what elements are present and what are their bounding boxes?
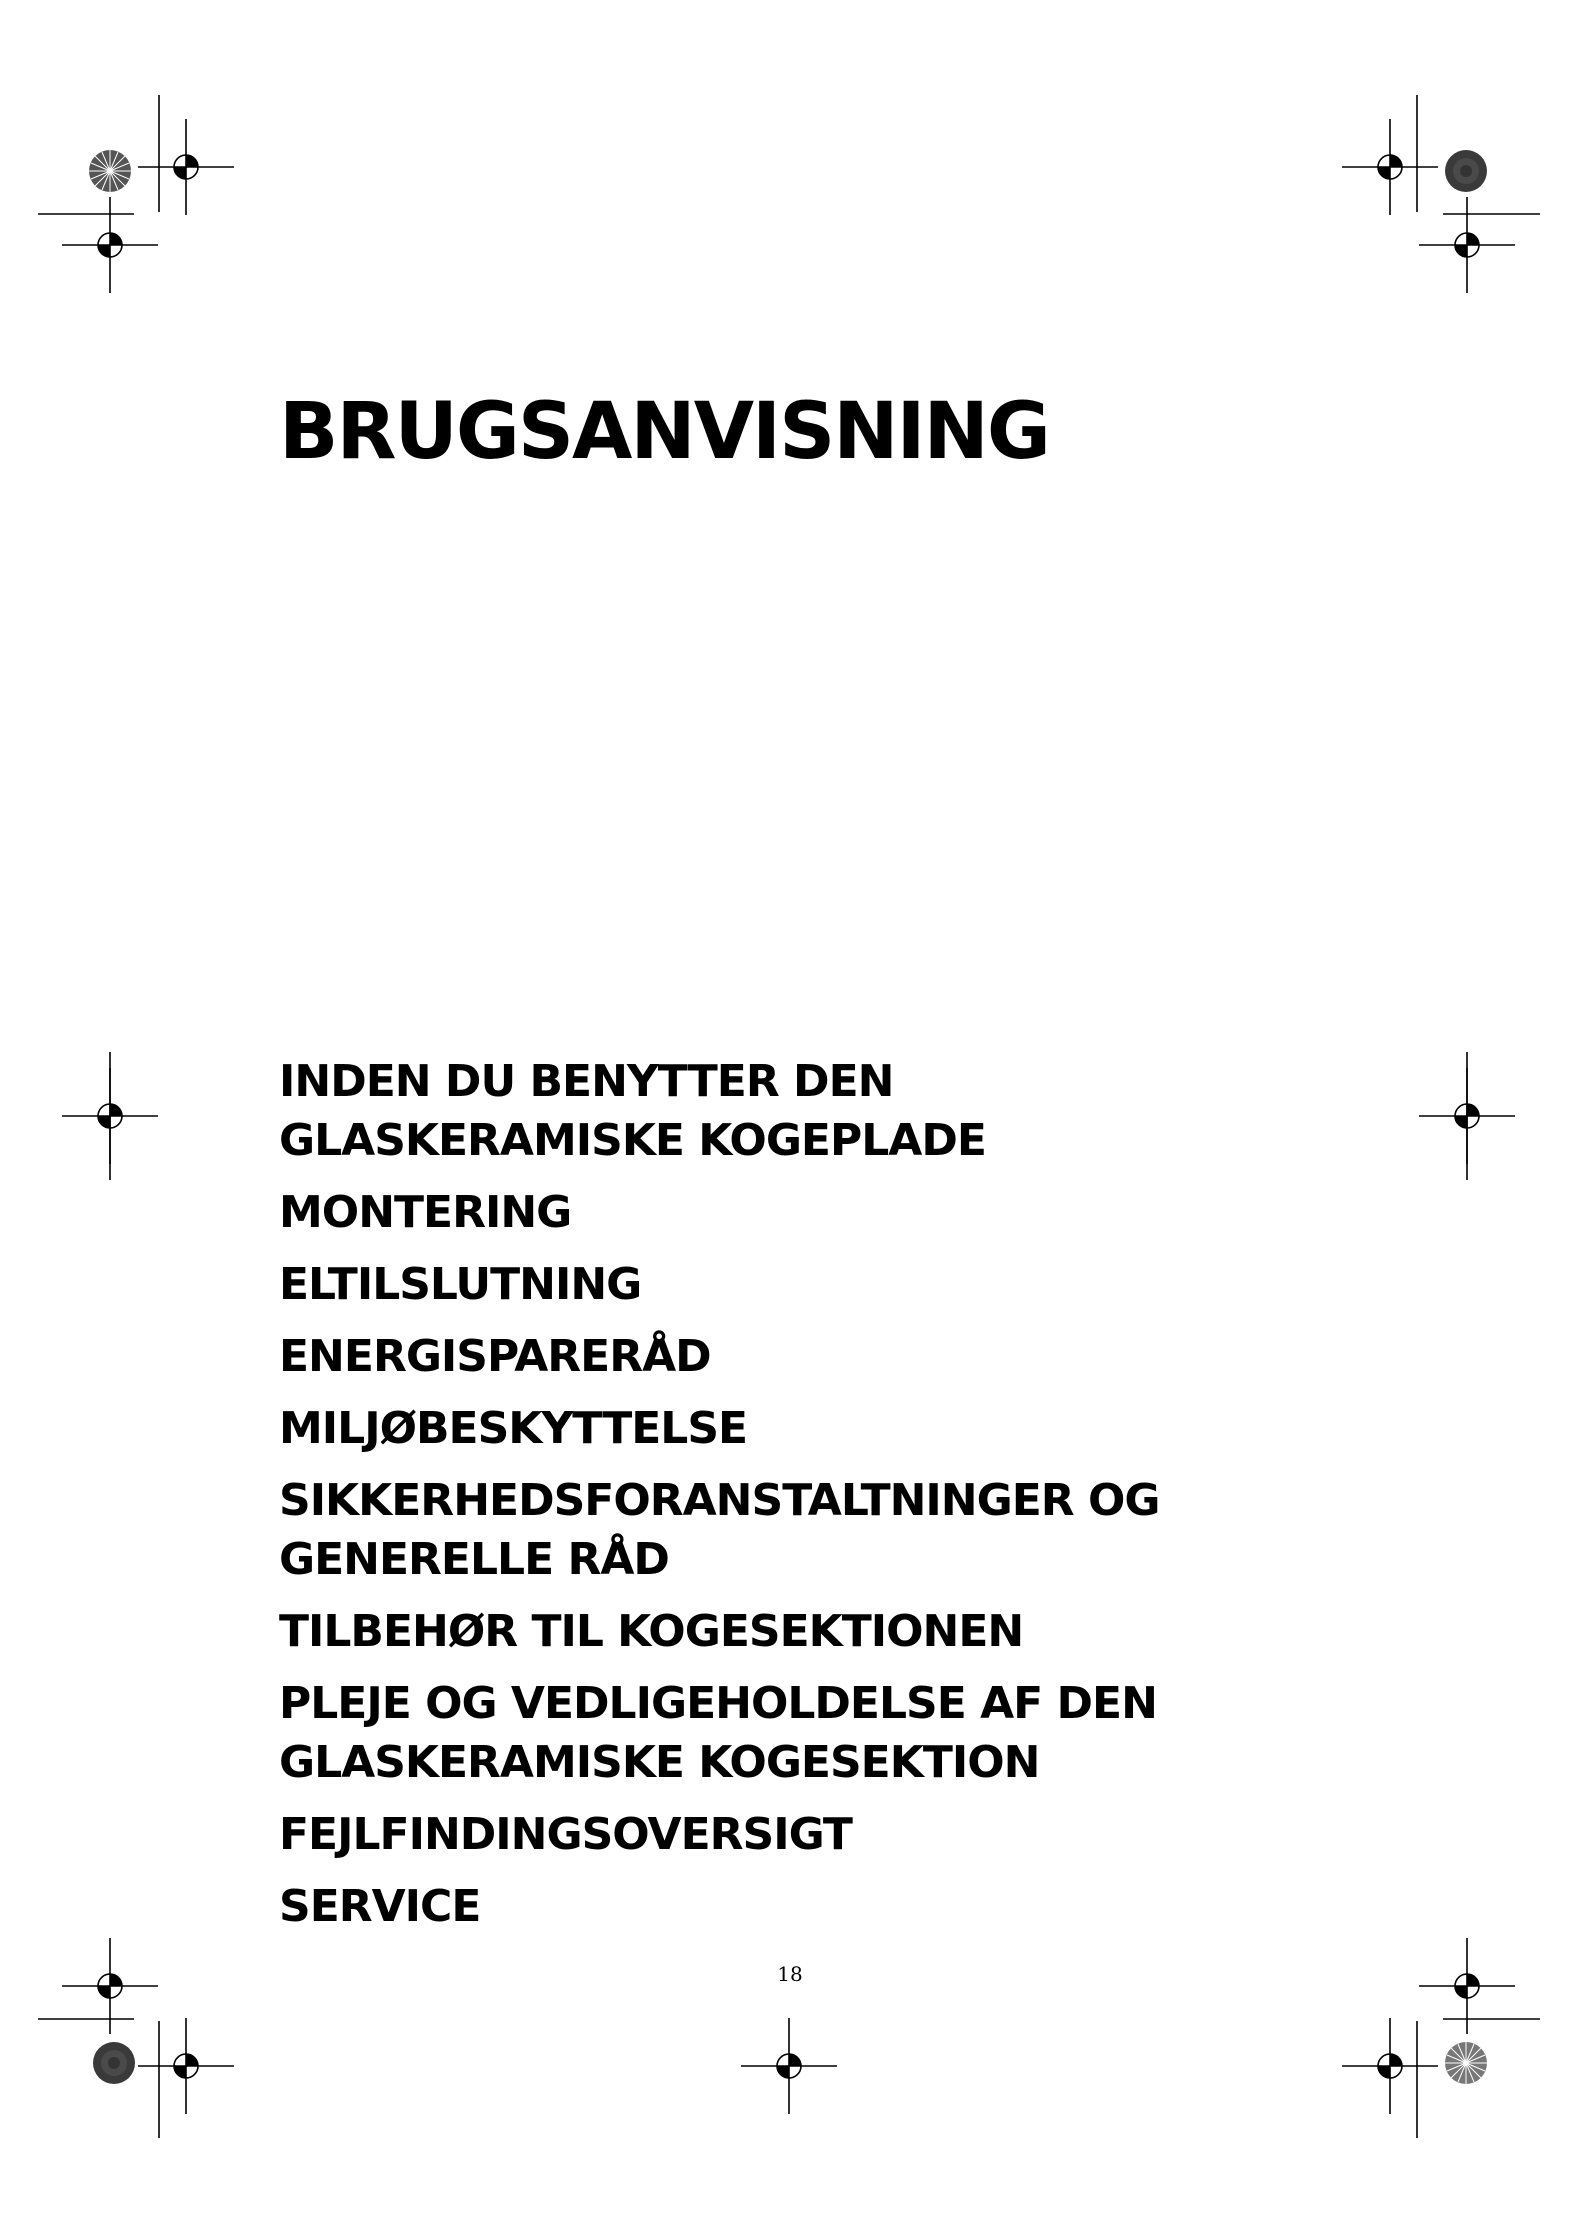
toc-item-installation [279, 1183, 1399, 1242]
bottom-right-color-wheel [1445, 2042, 1487, 2084]
toc-line: SERVICE [279, 1881, 481, 1932]
top-left-outer-crosshair-mark [62, 197, 158, 293]
toc-line: MONTERING [279, 1187, 572, 1238]
top-left-crosshair-mark [138, 119, 234, 215]
top-right-outer-crosshair-mark [1419, 197, 1515, 293]
bottom-right-crosshair-mark [1342, 2018, 1438, 2114]
top-right-color-wheel [1445, 150, 1487, 192]
toc-item-safety-precautions [279, 1471, 1399, 1589]
bottom-center-crosshair-mark [741, 2018, 837, 2114]
toc-item-electrical-connection [279, 1255, 1399, 1314]
toc-line: GLASKERAMISKE KOGEPLADE [279, 1115, 986, 1166]
table-of-contents [279, 1052, 1399, 1949]
toc-line: FEJLFINDINGSOVERSIGT [279, 1809, 852, 1860]
toc-item-before-use [279, 1052, 1399, 1170]
toc-line: ELTILSLUTNING [279, 1259, 642, 1310]
bottom-left-color-wheel [93, 2042, 135, 2084]
toc-item-environmental-protection [279, 1399, 1399, 1458]
page-number: 18 [777, 1962, 803, 1986]
toc-line: INDEN DU BENYTTER DEN [279, 1056, 894, 1107]
top-left-color-wheel [89, 150, 131, 192]
page-title: BRUGSANVISNING [279, 387, 1049, 477]
toc-line: GLASKERAMISKE KOGESEKTION [279, 1737, 1040, 1788]
toc-line: PLEJE OG VEDLIGEHOLDELSE AF DEN [279, 1678, 1157, 1729]
toc-line: ENERGISPARERÅD [279, 1331, 711, 1382]
toc-item-troubleshooting [279, 1805, 1399, 1864]
bottom-left-crosshair-mark [138, 2018, 234, 2114]
toc-line: SIKKERHEDSFORANSTALTNINGER OG [279, 1475, 1160, 1526]
toc-line: MILJØBESKYTTELSE [279, 1403, 748, 1454]
toc-item-care-and-maintenance [279, 1674, 1399, 1792]
toc-item-service [279, 1877, 1399, 1936]
toc-item-accessories [279, 1602, 1399, 1661]
toc-item-energy-saving-tips [279, 1327, 1399, 1386]
toc-line: GENERELLE RÅD [279, 1534, 669, 1585]
toc-line: TILBEHØR TIL KOGESEKTIONEN [279, 1606, 1024, 1657]
top-right-crosshair-mark [1342, 119, 1438, 215]
